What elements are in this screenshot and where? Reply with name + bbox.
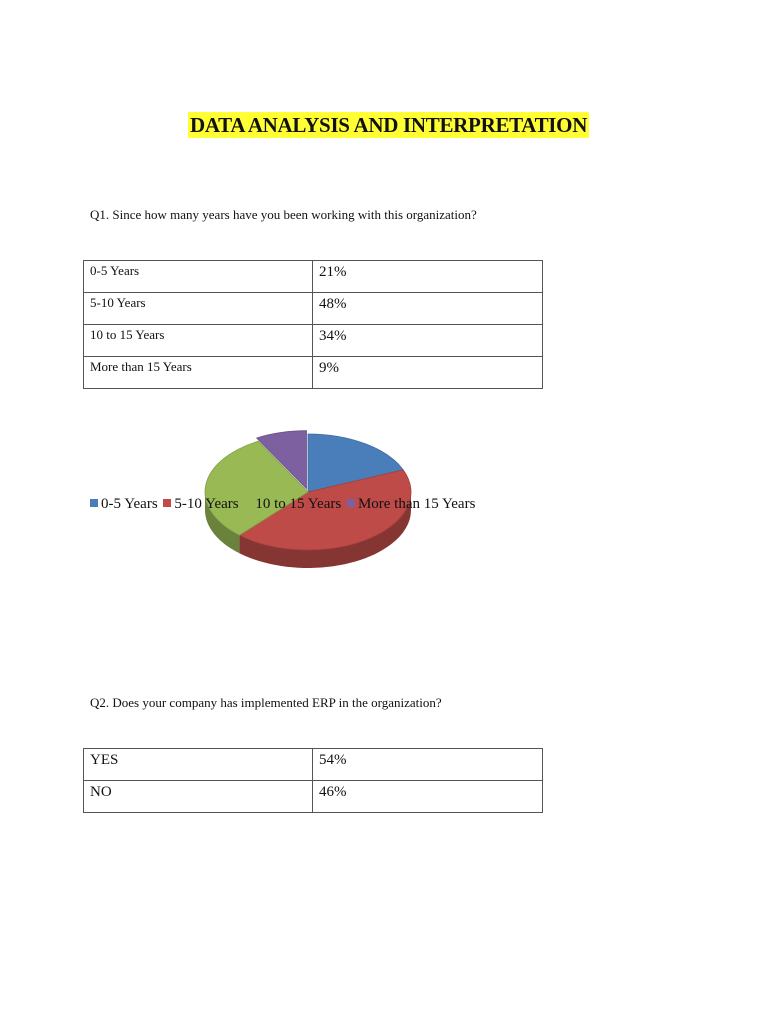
table-cell-label: 10 to 15 Years [84,325,313,357]
legend-item [163,496,238,513]
table-cell-value: 34% [313,325,543,357]
table-cell-value: 48% [313,293,543,325]
table-cell-label: NO [84,781,313,813]
table-row [84,293,543,325]
legend-swatch-1 [163,499,171,507]
q1-table [83,260,543,389]
chart-legend [90,496,477,513]
q2-table [83,748,543,813]
table-cell-value: 9% [313,357,543,389]
legend-swatch-2 [244,499,252,507]
legend-item [244,496,341,513]
legend-item [347,496,476,513]
legend-label: 0-5 Years [101,496,158,512]
table-cell-label: 5-10 Years [84,293,313,325]
legend-label: 10 to 15 Years [255,496,342,512]
legend-swatch-0 [90,499,98,507]
table-cell-value: 54% [313,749,543,781]
question-2-text: Q2. Does your company has implemented ERP in the organization? [90,695,442,710]
table-cell-value: 21% [313,261,543,293]
table-row [84,749,543,781]
legend-label: More than 15 Years [357,496,476,512]
question-1-text: Q1. Since how many years have you been working with this organization? [90,207,477,222]
table-row [84,357,543,389]
table-row [84,781,543,813]
table-cell-label: 0-5 Years [84,261,313,293]
table-cell-label: More than 15 Years [84,357,313,389]
table-cell-value: 46% [313,781,543,813]
table-cell-label: YES [84,749,313,781]
legend-swatch-3 [347,499,355,507]
table-row [84,261,543,293]
page-title: DATA ANALYSIS AND INTERPRETATION [190,113,588,137]
legend-label: 5-10 Years [174,496,239,512]
legend-item [90,496,158,513]
table-row [84,325,543,357]
